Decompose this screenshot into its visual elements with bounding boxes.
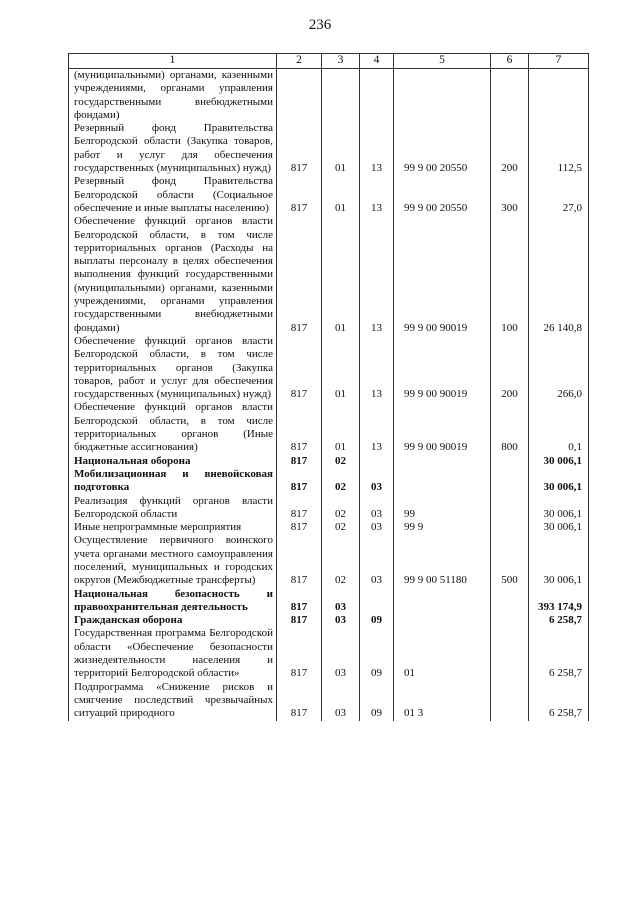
- row-amount: [529, 69, 589, 123]
- row-subsection: 13: [360, 122, 394, 175]
- row-code: 817: [277, 521, 322, 534]
- row-subsection: 13: [360, 335, 394, 401]
- row-name: Подпрограмма «Снижение рисков и смягчение последствий чрезвычайных ситуаций природного: [69, 681, 277, 721]
- row-code: 817: [277, 175, 322, 215]
- row-section: 03: [322, 681, 360, 721]
- row-target-item: [394, 69, 491, 123]
- row-amount: 27,0: [529, 175, 589, 215]
- row-expense-type: [491, 495, 529, 522]
- row-subsection: 09: [360, 614, 394, 627]
- row-code: 817: [277, 455, 322, 468]
- row-subsection: [360, 69, 394, 123]
- table-row: [69, 175, 589, 215]
- row-target-item: 99 9 00 20550: [394, 175, 491, 215]
- row-code: 817: [277, 468, 322, 495]
- row-expense-type: [491, 521, 529, 534]
- row-expense-type: 500: [491, 534, 529, 587]
- row-code: 817: [277, 495, 322, 522]
- col-header-1: 1: [69, 54, 277, 69]
- row-subsection: 03: [360, 521, 394, 534]
- col-header-6: 6: [491, 54, 529, 69]
- row-section: 01: [322, 215, 360, 335]
- table-row: [69, 681, 589, 721]
- row-section: 02: [322, 468, 360, 495]
- row-section: 01: [322, 335, 360, 401]
- row-section: 03: [322, 627, 360, 680]
- row-amount: 6 258,7: [529, 627, 589, 680]
- row-code: 817: [277, 534, 322, 587]
- row-section: [322, 69, 360, 123]
- row-code: [277, 69, 322, 123]
- row-name: Гражданская оборона: [69, 614, 277, 627]
- row-expense-type: [491, 69, 529, 123]
- row-name: Национальная оборона: [69, 455, 277, 468]
- row-target-item: [394, 614, 491, 627]
- row-subsection: 09: [360, 681, 394, 721]
- row-amount: 30 006,1: [529, 521, 589, 534]
- row-name: Реализация функций органов власти Белгородской области: [69, 495, 277, 522]
- row-target-item: 99 9 00 90019: [394, 401, 491, 454]
- row-expense-type: [491, 588, 529, 615]
- table-row: [69, 521, 589, 534]
- budget-table: [68, 53, 589, 721]
- row-expense-type: [491, 455, 529, 468]
- row-section: 01: [322, 122, 360, 175]
- row-expense-type: 100: [491, 215, 529, 335]
- row-amount: 30 006,1: [529, 534, 589, 587]
- row-amount: 112,5: [529, 122, 589, 175]
- row-name: Национальная безопасность и правоохранительная деятельность: [69, 588, 277, 615]
- header-row: [69, 54, 589, 69]
- row-expense-type: [491, 468, 529, 495]
- row-subsection: 03: [360, 468, 394, 495]
- row-expense-type: 200: [491, 122, 529, 175]
- row-target-item: [394, 468, 491, 495]
- row-expense-type: 200: [491, 335, 529, 401]
- row-section: 01: [322, 401, 360, 454]
- row-amount: 266,0: [529, 335, 589, 401]
- table-row: [69, 534, 589, 587]
- table-row: [69, 215, 589, 335]
- row-target-item: [394, 588, 491, 615]
- table-row: [69, 588, 589, 615]
- table-row: [69, 69, 589, 123]
- col-header-4: 4: [360, 54, 394, 69]
- row-section: 03: [322, 588, 360, 615]
- row-section: 02: [322, 495, 360, 522]
- row-code: 817: [277, 215, 322, 335]
- row-subsection: 03: [360, 534, 394, 587]
- row-amount: 30 006,1: [529, 468, 589, 495]
- row-name: Осуществление первичного воинского учета органами местного самоуправления поселений, муниципальных и городских округов (Межбюджетные трансферты): [69, 534, 277, 587]
- row-amount: 0,1: [529, 401, 589, 454]
- row-subsection: 13: [360, 401, 394, 454]
- table-row: [69, 335, 589, 401]
- row-expense-type: [491, 627, 529, 680]
- col-header-7: 7: [529, 54, 589, 69]
- row-name: Резервный фонд Правительства Белгородской области (Социальное обеспечение и иные выплаты населению): [69, 175, 277, 215]
- row-section: 02: [322, 455, 360, 468]
- row-target-item: [394, 455, 491, 468]
- row-name: Мобилизационная и вневойсковая подготовка: [69, 468, 277, 495]
- row-section: 03: [322, 614, 360, 627]
- row-target-item: 99 9: [394, 521, 491, 534]
- row-amount: 30 006,1: [529, 495, 589, 522]
- row-amount: 26 140,8: [529, 215, 589, 335]
- row-amount: 6 258,7: [529, 681, 589, 721]
- table-row: [69, 627, 589, 680]
- row-code: 817: [277, 335, 322, 401]
- row-target-item: 01: [394, 627, 491, 680]
- col-header-3: 3: [322, 54, 360, 69]
- row-subsection: 13: [360, 175, 394, 215]
- row-amount: 6 258,7: [529, 614, 589, 627]
- page-number: 236: [308, 17, 332, 33]
- row-name: Обеспечение функций органов власти Белгородской области, в том числе территориальных органов (Закупка товаров, работ и услуг для обеспечения государственных (муниципальных) нужд): [69, 335, 277, 401]
- col-header-5: 5: [394, 54, 491, 69]
- row-subsection: [360, 455, 394, 468]
- row-code: 817: [277, 588, 322, 615]
- row-name: Обеспечение функций органов власти Белгородской области, в том числе территориальных органов (Расходы на выплаты персоналу в целях обеспечения выполнения функций государственными (муниципальными) органами, казенными учреждениями, органами управления государственными внебюджетными фондами): [69, 215, 277, 335]
- row-target-item: 01 3: [394, 681, 491, 721]
- table-row: [69, 468, 589, 495]
- row-target-item: 99 9 00 90019: [394, 335, 491, 401]
- row-code: 817: [277, 122, 322, 175]
- row-name: Государственная программа Белгородской области «Обеспечение безопасности жизнедеятельности населения и территорий Белгородской области»: [69, 627, 277, 680]
- row-amount: 393 174,9: [529, 588, 589, 615]
- row-target-item: 99 9 00 20550: [394, 122, 491, 175]
- row-name: Обеспечение функций органов власти Белгородской области, в том числе территориальных органов (Иные бюджетные ассигнования): [69, 401, 277, 454]
- row-section: 01: [322, 175, 360, 215]
- row-target-item: 99 9 00 90019: [394, 215, 491, 335]
- row-code: 817: [277, 681, 322, 721]
- row-expense-type: 300: [491, 175, 529, 215]
- row-subsection: 09: [360, 627, 394, 680]
- table-row: [69, 495, 589, 522]
- table-row: [69, 401, 589, 454]
- row-code: 817: [277, 627, 322, 680]
- row-subsection: [360, 588, 394, 615]
- col-header-2: 2: [277, 54, 322, 69]
- row-target-item: 99: [394, 495, 491, 522]
- row-expense-type: [491, 681, 529, 721]
- table-row: [69, 122, 589, 175]
- table-row: [69, 614, 589, 627]
- row-section: 02: [322, 534, 360, 587]
- row-subsection: 03: [360, 495, 394, 522]
- row-amount: 30 006,1: [529, 455, 589, 468]
- row-expense-type: 800: [491, 401, 529, 454]
- row-code: 817: [277, 401, 322, 454]
- row-name: Резервный фонд Правительства Белгородской области (Закупка товаров, работ и услуг для обеспечения государственных (муниципальных) нужд): [69, 122, 277, 175]
- row-name: (муниципальными) органами, казенными учреждениями, органами управления государственными внебюджетными фондами): [69, 69, 277, 123]
- row-name: Иные непрограммные мероприятия: [69, 521, 277, 534]
- row-section: 02: [322, 521, 360, 534]
- row-expense-type: [491, 614, 529, 627]
- row-target-item: 99 9 00 51180: [394, 534, 491, 587]
- row-subsection: 13: [360, 215, 394, 335]
- row-code: 817: [277, 614, 322, 627]
- table-row: [69, 455, 589, 468]
